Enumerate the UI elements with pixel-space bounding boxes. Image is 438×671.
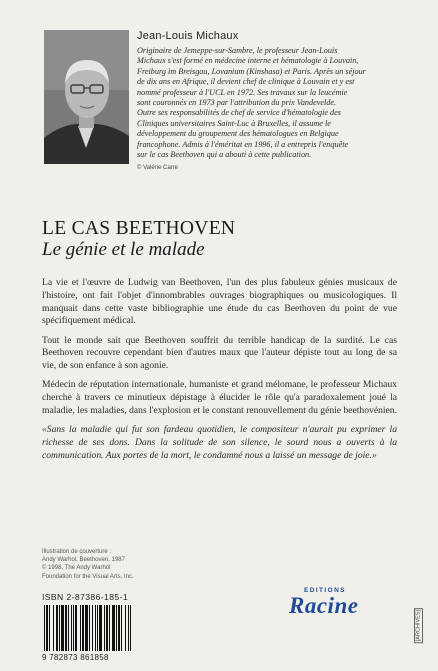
barcode [42,605,178,651]
blurb-paragraph: La vie et l'œuvre de Ludwig van Beethoven, l'un des plus fabuleux génies musicaux de l'histoire, ont fait l'objet d'innombrables ouvrages biographiques ou musicologiques. Il manquait dans cette vaste bibliographie une étude du cas Beethoven du point de vue spécifiquement médical. [42,277,397,327]
bio-line: Originaire de Jemeppe-sur-Sambre, le professeur Jean-Louis [137,46,338,55]
bio-line: francophone. Admis à l'éméritat en 1996, il a entrepris l'enquête [137,139,349,149]
blurb-quote: «Sans la maladie qui fut son fardeau quotidien, le compositeur n'aurait pu exprimer la richesse de ses dons. Dans la solitude de son silence, le sourd nous a ouverts à la communication. Aux portes de la mort, le condamné nous a laissé un message de joie.» [42,424,397,461]
publisher-logo: Racine [289,593,359,618]
bio-line: sont couronnés en 1973 par l'attribution du prix Vandevelde. [137,98,337,108]
author-photo [44,30,129,164]
cover-illustration-credit [42,548,134,581]
bio-line: nommé professeur à l'UCL en 1972. Ses travaux sur la leucémie [137,87,348,97]
barcode-digits: 9 782873 861858 [42,653,109,662]
publisher-editions-label: EDITIONS [304,587,346,594]
author-bio [137,46,423,160]
credit-line: Illustration de couverture : [42,549,112,555]
credit-line: Andy Warhol, Beethoven, 1987 [42,557,125,564]
author-name: Jean-Louis Michaux [137,30,239,42]
bio-line: sur le cas Beethoven qui a abouti à cette publication. [137,150,312,160]
book-subtitle: Le génie et le malade [42,239,205,260]
photo-credit: © Valérie Carre [137,165,178,171]
bio-line: Cliniques universitaires Saint-Luc à Bruxelles, il assume le [137,118,331,128]
bio-line: Outre ses responsabilités de chef de service d'hématologie des [137,108,341,118]
book-title: LE CAS BEETHOVEN [42,218,236,239]
bio-line: développement du groupement des hématologues en Belgique [137,129,339,139]
blurb-paragraph: Médecin de réputation internationale, humaniste et grand mélomane, le professeur Michaux cherche à travers ce minutieux dépistage à élucider le rôle qu'a paradoxalement joué la maladie, les maladies, dans l'explosion et le constant renouvellement du génie beethovénien. [42,379,397,416]
bio-line: de dix ans en Afrique, il devient chef de clinique à Louvain et y est [137,77,355,87]
bio-line: Freiburg im Breisgau, Lovanium (Kinshasa) et Paris. Après un séjour [137,66,366,76]
blurb-paragraph: Tout le monde sait que Beethoven souffrit du terrible handicap de la surdité. Le cas Beethoven recouvre cependant bien d'autres maux que l'auteur dépiste tout au long de sa vie, de son enfance à son agonie. [42,334,397,372]
collection-label: [ARCHIVES] [415,610,422,642]
credit-line: © 1998, The Andy Warhol [42,565,111,572]
credit-line: Foundation for the Visual Arts, Inc. [42,573,134,580]
isbn: ISBN 2-87386-185-1 [42,592,129,602]
blurb [42,277,397,469]
bio-line: Michaux s'est formé en médecine interne et hématologie à Louvain, [137,56,359,66]
